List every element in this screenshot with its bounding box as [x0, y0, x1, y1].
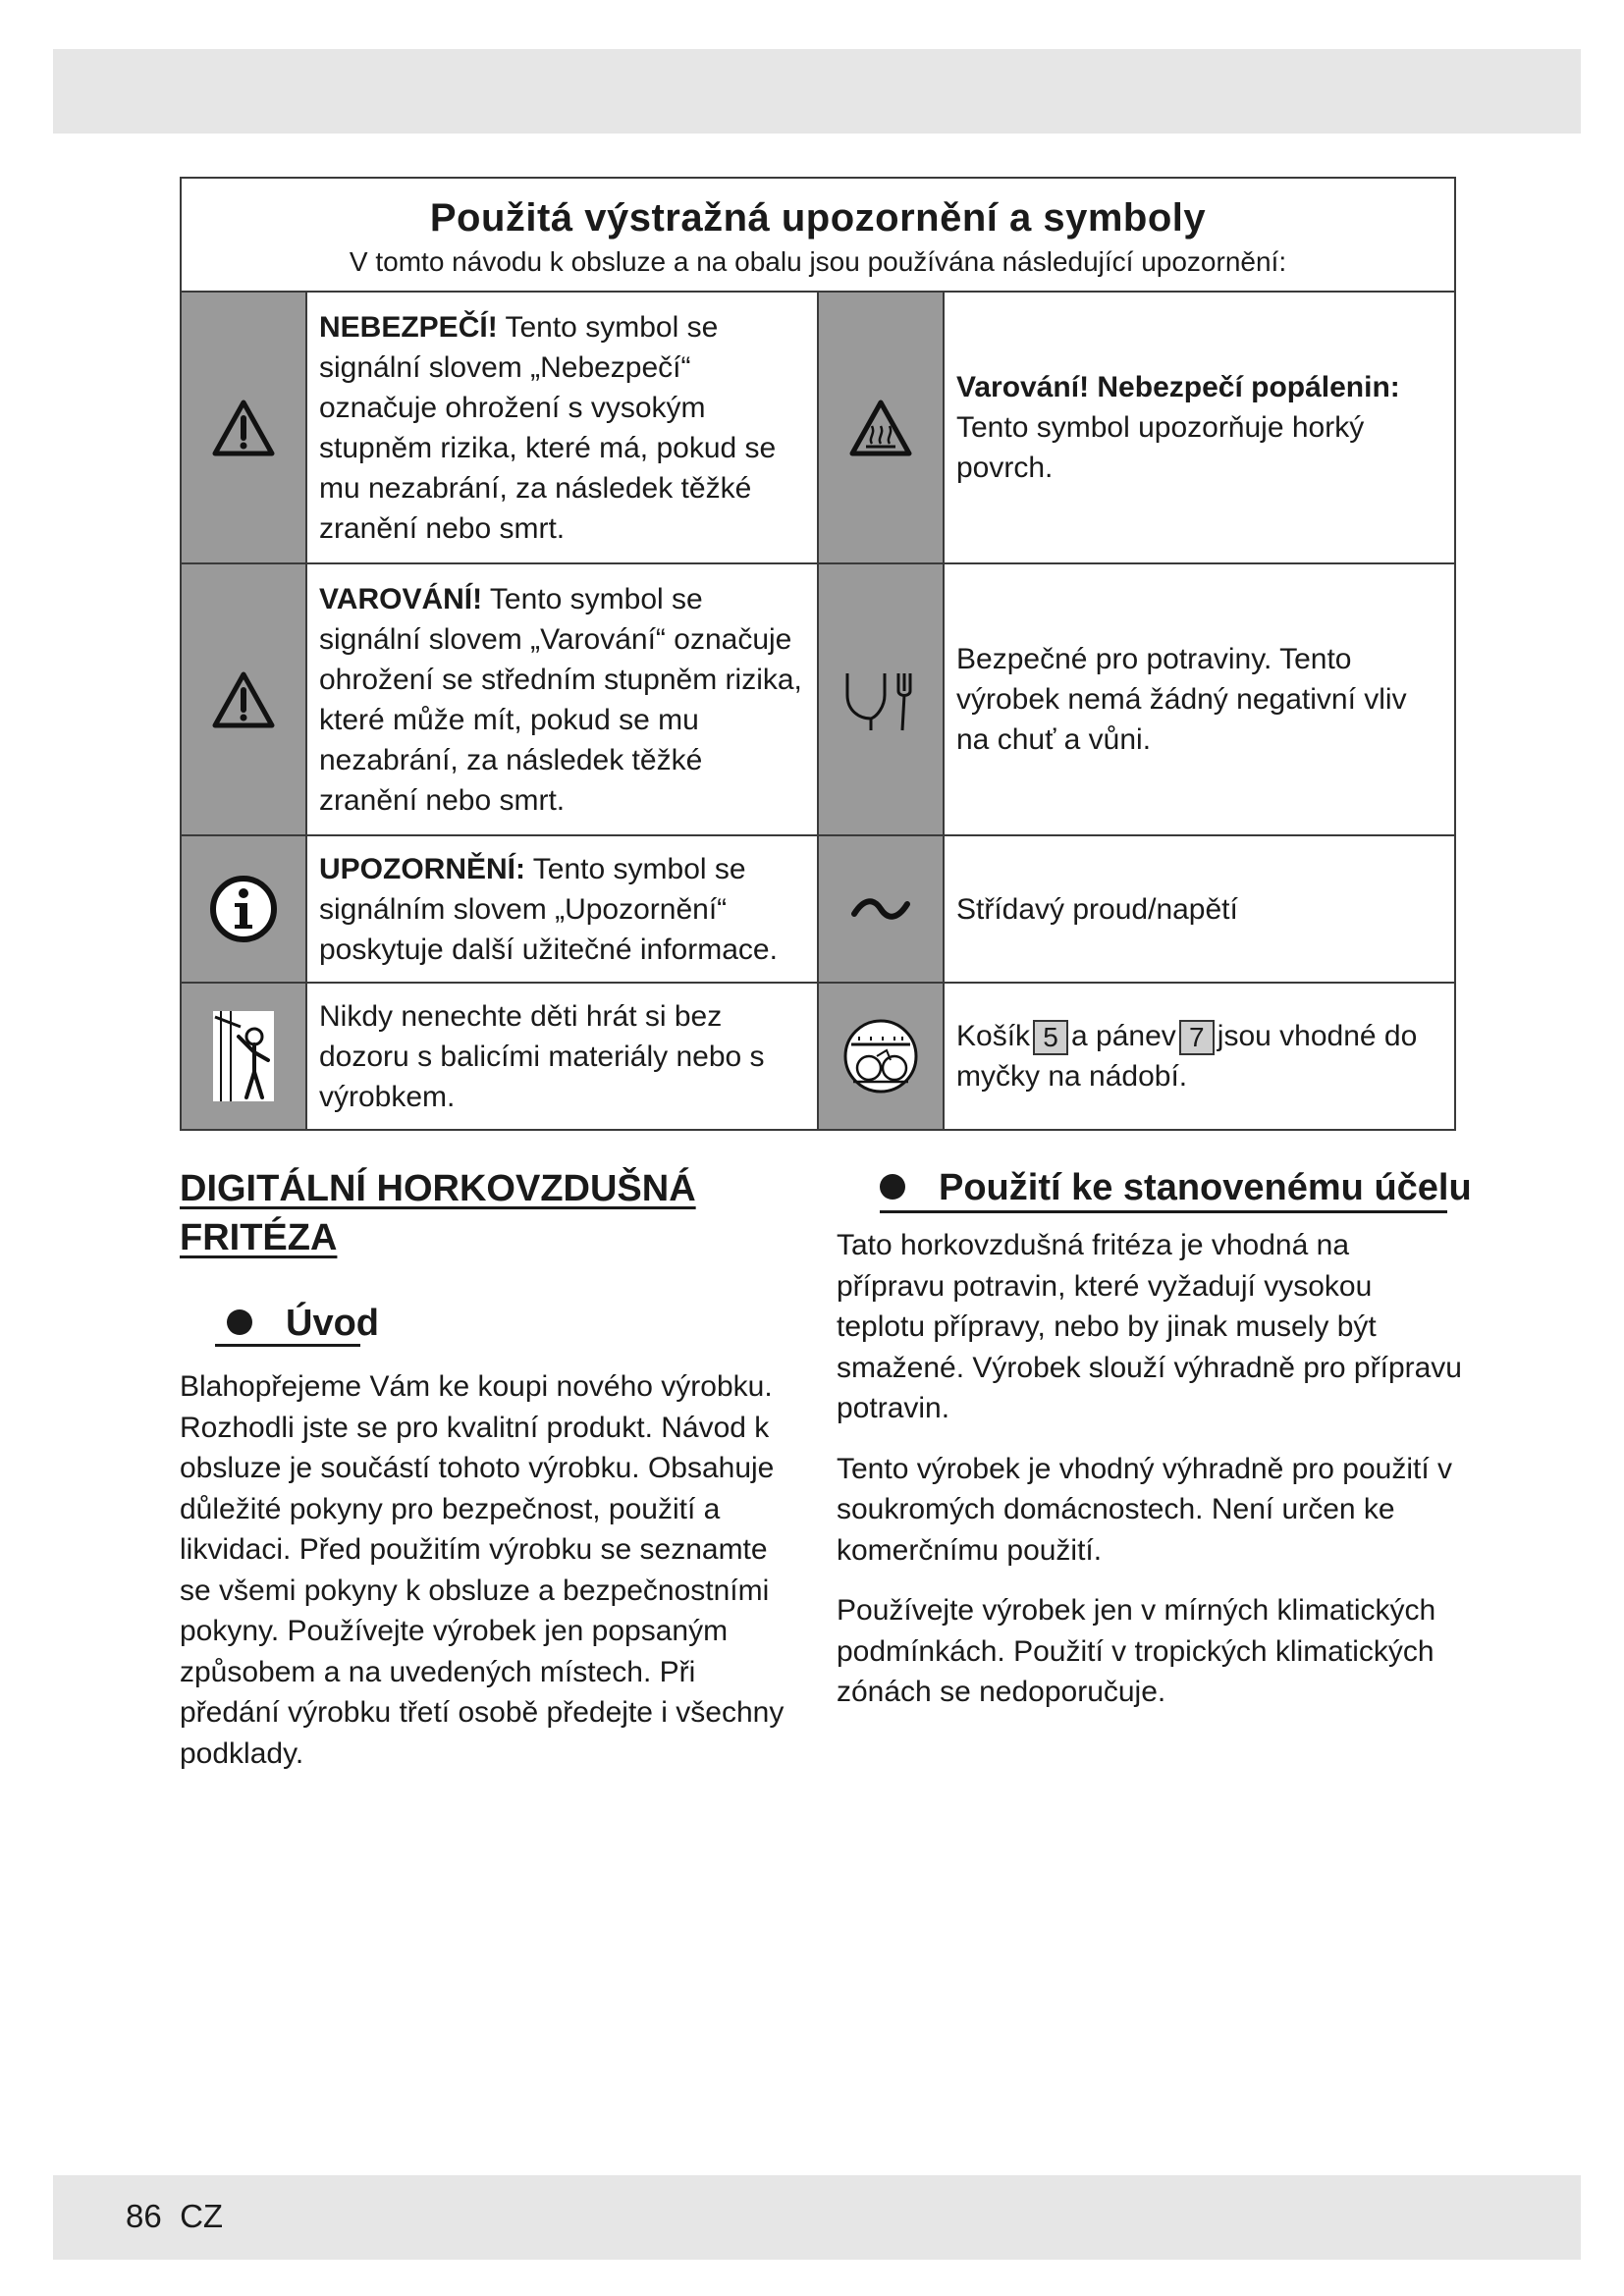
icon-cell: [181, 835, 306, 983]
part-number-badge: 5: [1033, 1020, 1068, 1055]
right-column: [837, 1164, 1472, 1713]
dishwasher-safe-icon: [841, 1017, 920, 1095]
heading-rule: [880, 1210, 1447, 1213]
icon-cell: [818, 563, 944, 835]
alternating-current-icon: [850, 894, 911, 924]
intended-use-paragraph: Tento výrobek je vhodný výhradně pro použití v soukromých domácnostech. Není určen ke komerčnímu použití.: [837, 1452, 1453, 1567]
warning-triangle-icon: [211, 399, 276, 457]
info-icon: [208, 874, 279, 944]
warning-text-cell: NEBEZPEČÍ! Tento symbol se signální slovem „Nebezpečí“ označuje ohrožení s vysokým stupněm rizika, které má, pokud se mu nezabrání, za následek těžké zranění nebo smrt.: [306, 292, 818, 563]
food-safe-icon: [841, 666, 920, 734]
dishwasher-text-cell: Košík 5 a pánev 7 jsou vhodné do myčky na nádobí.: [944, 983, 1455, 1130]
table-row: [181, 835, 1455, 983]
section-heading-intro: [180, 1300, 798, 1347]
section-heading-intended-use: [837, 1164, 1472, 1211]
icon-cell: [181, 292, 306, 563]
intended-use-paragraph: Používejte výrobek jen v mírných klimatických podmínkách. Použití v tropických klimatických zónách se nedoporučuje.: [837, 1594, 1436, 1708]
section-title: Úvod: [286, 1303, 379, 1344]
icon-cell: [818, 983, 944, 1130]
hot-surface-text-cell: Varování! Nebezpečí popálenin: Tento symbol upozorňuje horký povrch.: [944, 292, 1455, 563]
footer-band: [53, 2175, 1581, 2260]
child-safety-text-cell: Nikdy nenechte děti hrát si bez dozoru s balicími materiály nebo s výrobkem.: [306, 983, 818, 1130]
ac-text-cell: Střídavý proud/napětí: [944, 835, 1455, 983]
intended-use-paragraph: Tato horkovzdušná fritéza je vhodná na přípravu potravin, které vyžadují vysokou teplotu přípravy, nebo by jinak musely být smažené. Výrobek slouží výhradně pro přípravu potravin.: [837, 1229, 1462, 1424]
heading-rule: [215, 1344, 360, 1347]
table-row: [181, 983, 1455, 1130]
icon-cell: [181, 563, 306, 835]
warning-triangle-icon: [211, 670, 276, 729]
food-safe-text-cell: Bezpečné pro potraviny. Tento výrobek nemá žádný negativní vliv na chuť a vůni.: [944, 563, 1455, 835]
table-header: [181, 178, 1455, 292]
warning-text-cell: VAROVÁNÍ! Tento symbol se signální slovem „Varování“ označuje ohrožení se středním stupněm rizika, které může mít, pokud se mu nezabrání, za následek těžké zranění nebo smrt.: [306, 563, 818, 835]
table-title: Použitá výstražná upozornění a symboly: [429, 196, 1207, 240]
child-safety-icon: [211, 1007, 276, 1105]
page-number: 86: [126, 2198, 162, 2234]
icon-cell: [818, 292, 944, 563]
warning-symbols-table: [180, 177, 1456, 1131]
table-row: [181, 563, 1455, 835]
table-subtitle: V tomto návodu k obsluze a na obalu jsou používána následující upozornění:: [349, 246, 1287, 277]
intro-paragraph: Blahopřejeme Vám ke koupi nového výrobku. Rozhodli jste se pro kvalitní produkt. Návod k obsluze je součástí tohoto výrobku. Obsahuje důležité pokyny pro bezpečnost, použití a likvidaci. Před použitím výrobku se seznamte se všemi pokyny k obsluze a bezpečnostními pokyny. Používejte výrobek jen popsaným způsobem a na uvedených místech. Při předání výrobku třetí osobě předejte i všechny podklady.: [180, 1370, 785, 1770]
hot-surface-icon: [848, 399, 913, 457]
language-code: CZ: [180, 2198, 224, 2234]
bullet-dot-icon: [227, 1309, 252, 1335]
product-heading-line2: FRITÉZA: [180, 1217, 338, 1258]
section-title: Použití ke stanovenému účelu: [939, 1167, 1472, 1208]
page-footer: [126, 2187, 223, 2246]
icon-cell: [818, 835, 944, 983]
info-text-cell: UPOZORNĚNÍ: Tento symbol se signálním slovem „Upozornění“ poskytuje další užitečné informace.: [306, 835, 818, 983]
bullet-dot-icon: [880, 1174, 905, 1200]
part-number-badge: 7: [1179, 1020, 1215, 1055]
table-row: [181, 292, 1455, 563]
left-column: [180, 1164, 798, 1774]
header-band: [53, 49, 1581, 133]
icon-cell: [181, 983, 306, 1130]
product-heading: DIGITÁLNÍ HORKOVZDUŠNÁ: [180, 1168, 696, 1209]
